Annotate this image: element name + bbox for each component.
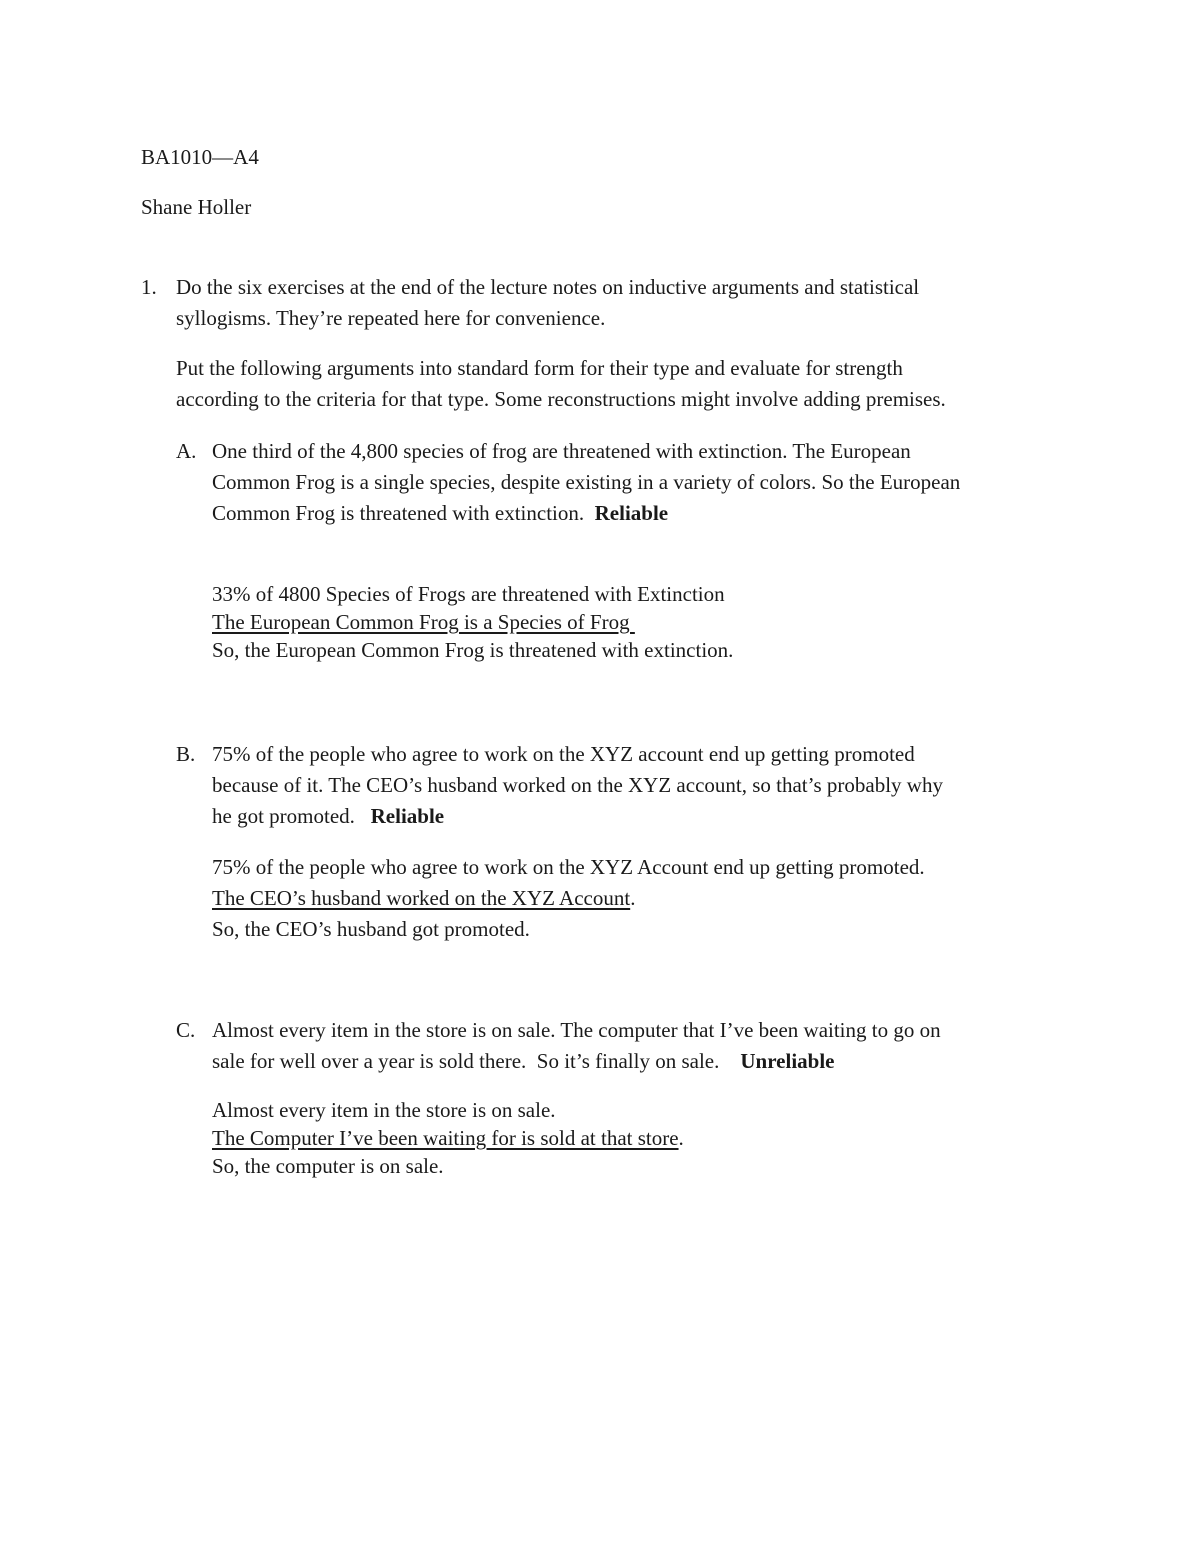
premise-1: Almost every item in the store is on sale. [212,1098,556,1122]
item-a-text [212,436,960,529]
item-a-text-line-end: Common Frog is threatened with extinction. [212,501,595,525]
item-c-text-line [212,1046,941,1077]
item-c-letter: C. [176,1018,196,1042]
premise-2-period: . [678,1126,684,1150]
item-c-text [212,1015,941,1077]
premise-1: 75% of the people who agree to work on the XYZ Account end up getting promoted. [212,855,925,879]
premise-2-line [212,1124,684,1152]
conclusion: So, the CEO’s husband got promoted. [212,917,530,941]
item-b-text [212,739,943,832]
course-code: BA1010—A4 [141,145,259,169]
item-a-text-line [212,498,960,529]
conclusion: So, the European Common Frog is threatened with extinction. [212,638,734,662]
premise-2: The European Common Frog is a Species of Frog [212,610,635,634]
item-b-text-line [212,801,943,832]
conclusion: So, the computer is on sale. [212,1154,444,1178]
item-c-text-line-end: sale for well over a year is sold there. So it’s finally on sale. [212,1049,741,1073]
question-number: 1. [141,275,157,299]
premise-2-period: . [630,886,636,910]
item-a-syllogism [212,580,733,664]
question-text-line: Do the six exercises at the end of the lecture notes on inductive arguments and statistical [176,275,920,299]
item-a-text-line: Common Frog is a single species, despite existing in a variety of colors. So the European [212,470,961,494]
premise-2: The Computer I’ve been waiting for is sold at that store [212,1126,679,1150]
premise-2-line [212,883,925,914]
premise-2-line [212,608,733,636]
author-name: Shane Holler [141,195,252,219]
item-b-text-line-end: he got promoted. [212,804,371,828]
item-a-letter: A. [176,439,197,463]
instructions [176,353,946,415]
instructions-line: according to the criteria for that type. Some reconstructions might involve adding premises. [176,387,946,411]
question-text [176,272,919,334]
item-c-verdict: Unreliable [740,1049,835,1073]
item-a-text-line: One third of the 4,800 species of frog are threatened with extinction. The European [212,439,911,463]
item-c-syllogism [212,1096,684,1180]
item-a-verdict: Reliable [594,501,669,525]
instructions-line: Put the following arguments into standard form for their type and evaluate for strength [176,356,903,380]
question-text-line: syllogisms. They’re repeated here for convenience. [176,306,606,330]
item-b-letter: B. [176,742,196,766]
premise-2: The CEO’s husband worked on the XYZ Account [212,886,631,910]
item-b-verdict: Reliable [370,804,445,828]
premise-1: 33% of 4800 Species of Frogs are threatened with Extinction [212,582,725,606]
item-c-text-line: Almost every item in the store is on sale. The computer that I’ve been waiting to go on [212,1018,941,1042]
item-b-text-line: because of it. The CEO’s husband worked on the XYZ account, so that’s probably why [212,773,943,797]
item-b-syllogism [212,852,925,945]
item-b-text-line: 75% of the people who agree to work on the XYZ account end up getting promoted [212,742,915,766]
